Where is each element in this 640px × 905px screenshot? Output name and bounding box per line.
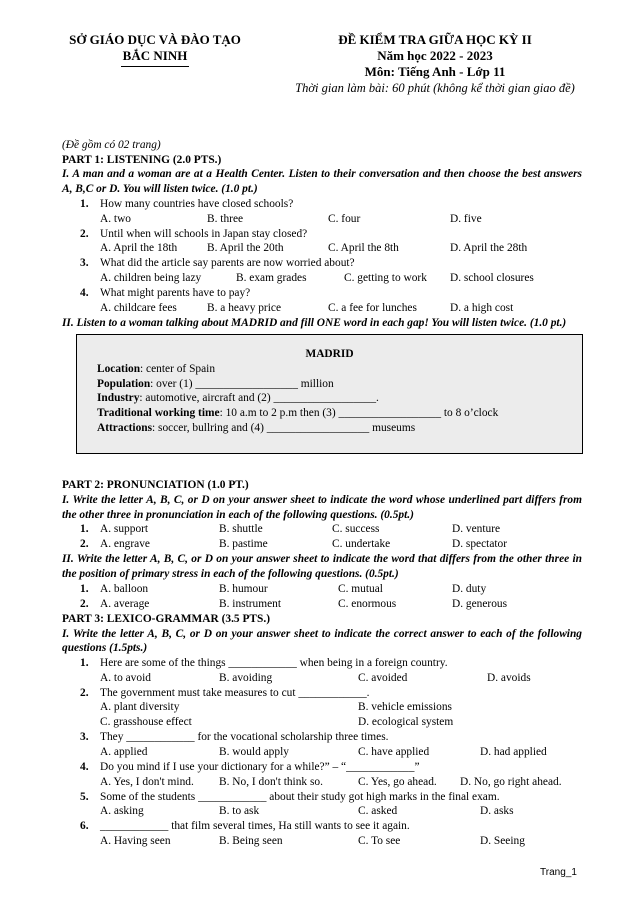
option-b: B. three (207, 212, 244, 225)
question (62, 656, 582, 686)
part2-section1-instructions: I. Write the letter A, B, C, or D on your answer sheet to indicate the word whose underlined part differs from the other three in pronunciation in each of the following questions. (0.5pt.) (62, 494, 582, 521)
option-b: B. vehicle emissions (358, 701, 452, 714)
question (62, 582, 582, 597)
question-text: ____________ that film several times, Ha still wants to see it again. (100, 820, 410, 833)
option-b: B. to ask (219, 805, 260, 818)
option-d: D. a high cost (450, 301, 514, 314)
option-b: B. No, I don't think so. (219, 775, 323, 788)
option-b: B. pastime (219, 538, 268, 551)
option-d: D. school closures (450, 271, 534, 284)
option-a: A. applied (100, 746, 148, 759)
option-c: C. avoided (358, 671, 408, 684)
question-text: The government must take measures to cut ____________. (100, 686, 370, 699)
box-title: MADRID (305, 348, 354, 361)
part1-title: PART 1: LISTENING (2.0 PTS.) (62, 153, 222, 166)
question (62, 790, 582, 820)
option-c: C. Yes, go ahead. (358, 775, 437, 788)
option-d: D. spectator (452, 538, 508, 551)
question (62, 730, 582, 760)
question-text: Some of the students ____________ about their study got high marks in the final exam. (100, 790, 500, 803)
department-name: SỞ GIÁO DỤC VÀ ĐÀO TẠO (69, 32, 241, 47)
page-number: Trang_1 (540, 867, 577, 878)
question (62, 522, 582, 537)
option-a: A. April the 18th (100, 242, 178, 255)
option-d: D. had applied (480, 746, 547, 759)
header-divider (121, 66, 189, 67)
question-number: 4. (80, 286, 89, 299)
option-c: C. To see (358, 835, 401, 848)
option-c: C. have applied (358, 746, 430, 759)
subject: Môn: Tiếng Anh - Lớp 11 (364, 64, 506, 79)
school-year: Năm học 2022 - 2023 (377, 48, 493, 63)
part3-title: PART 3: LEXICO-GRAMMAR (3.5 PTS.) (62, 612, 270, 625)
option-d: D. avoids (487, 671, 531, 684)
option-b: B. a heavy price (207, 301, 282, 314)
option-c: C. undertake (332, 538, 391, 551)
part1-section2-instructions: II. Listen to a woman talking about MADRID and fill ONE word in each gap! You will listen twice. (1.0 pt.) (62, 316, 567, 329)
question (62, 197, 582, 227)
question-number: 2. (80, 538, 89, 551)
option-d: D. duty (452, 582, 487, 595)
question-text: Do you mind if I use your dictionary for a while?” – “____________” (100, 761, 420, 774)
question-number: 3. (80, 731, 89, 744)
part2-title: PART 2: PRONUNCIATION (1.0 PT.) (62, 479, 249, 492)
option-d: D. April the 28th (450, 242, 528, 255)
question-number: 3. (80, 257, 89, 270)
question-text: How many countries have closed schools? (100, 197, 294, 210)
question-number: 5. (80, 790, 89, 803)
question-text: Here are some of the things ____________ when being in a foreign country. (100, 656, 448, 669)
option-a: A. two (100, 212, 132, 225)
option-b: B. shuttle (219, 523, 263, 536)
option-a: A. Yes, I don't mind. (100, 775, 194, 788)
time-allowed: Thời gian làm bài: 60 phút (không kể thời gian giao đề) (295, 81, 575, 95)
question (62, 537, 582, 552)
question-number: 2. (80, 597, 89, 610)
box-line-working-time: Traditional working time: 10 a.m to 2 p.m then (3) __________________ to 8 o’clock (97, 407, 499, 420)
question-number: 1. (80, 197, 89, 210)
option-a: A. engrave (100, 538, 150, 551)
option-b: B. would apply (219, 746, 289, 759)
question-number: 1. (80, 582, 89, 595)
madrid-gap-fill-box (76, 334, 583, 454)
option-a: A. balloon (100, 582, 149, 595)
question (62, 256, 582, 286)
option-c: C. success (332, 523, 380, 536)
question (62, 597, 582, 612)
option-a: A. Having seen (100, 835, 171, 848)
question (62, 227, 582, 257)
question (62, 686, 582, 731)
option-a: A. childcare fees (100, 301, 177, 314)
option-a: A. support (100, 523, 149, 536)
question-text: Until when will schools in Japan stay closed? (100, 227, 308, 240)
box-line-attractions: Attractions: soccer, bullring and (4) __________________ museums (97, 421, 416, 434)
exam-body (62, 138, 582, 849)
option-d: D. asks (480, 805, 514, 818)
question (62, 760, 582, 790)
exam-title: ĐỀ KIỂM TRA GIỮA HỌC KỲ II (338, 32, 532, 47)
part2-section2-instructions: II. Write the letter A, B, C, or D on your answer sheet to indicate the word that differs from the other three in the position of primary stress in each of the following questions. (0.5pt.) (62, 553, 582, 581)
option-b: B. humour (219, 582, 268, 595)
question-number: 4. (80, 761, 89, 774)
option-c: C. grasshouse effect (100, 716, 192, 729)
option-a: A. average (100, 597, 150, 610)
question-text: They ____________ for the vocational scholarship three times. (100, 731, 389, 744)
option-b: B. April the 20th (207, 242, 284, 255)
option-d: D. venture (452, 523, 501, 536)
option-c: C. enormous (338, 597, 397, 610)
question (62, 286, 582, 316)
exam-header (260, 32, 610, 96)
option-d: D. Seeing (480, 835, 525, 848)
option-a: A. plant diversity (100, 701, 180, 714)
department-header (30, 32, 280, 67)
option-d: D. ecological system (358, 716, 454, 729)
option-a: A. asking (100, 805, 144, 818)
box-line-industry: Industry: automotive, aircraft and (2) __________________. (97, 392, 379, 405)
question (62, 819, 582, 849)
question-number: 2. (80, 686, 89, 699)
option-c: C. mutual (338, 582, 383, 595)
option-b: B. exam grades (236, 271, 307, 284)
question-text: What did the article say parents are now worried about? (100, 257, 355, 270)
question-number: 6. (80, 820, 89, 833)
province-name: BẮC NINH (122, 48, 188, 63)
option-a: A. to avoid (100, 671, 151, 684)
option-c: C. getting to work (344, 271, 427, 284)
question-number: 1. (80, 656, 89, 669)
question-number: 2. (80, 227, 89, 240)
option-d: D. generous (452, 597, 508, 610)
option-c: C. four (328, 212, 361, 225)
option-a: A. children being lazy (100, 271, 202, 284)
question-text: What might parents have to pay? (100, 286, 251, 299)
question-number: 1. (80, 523, 89, 536)
option-b: B. avoiding (219, 671, 273, 684)
option-c: C. a fee for lunches (328, 301, 417, 314)
box-line-population: Population: over (1) __________________ million (97, 377, 334, 390)
option-b: B. Being seen (219, 835, 283, 848)
option-b: B. instrument (219, 597, 282, 610)
box-line-location: Location: center of Spain (97, 363, 216, 376)
pages-note: (Đề gồm có 02 trang) (62, 139, 161, 151)
option-d: D. five (450, 212, 482, 225)
part3-section1-instructions: I. Write the letter A, B, C, or D on your answer sheet to indicate the correct answer to each of the following questions (1.5pts.) (62, 627, 582, 655)
option-c: C. April the 8th (328, 242, 399, 255)
option-c: C. asked (358, 805, 398, 818)
option-d: D. No, go right ahead. (460, 775, 562, 788)
part1-section1-instructions: I. A man and a woman are at a Health Center. Listen to their conversation and then choose the best answers A, B,C or D. You will listen twice. (1.0 pt.) (62, 168, 582, 196)
